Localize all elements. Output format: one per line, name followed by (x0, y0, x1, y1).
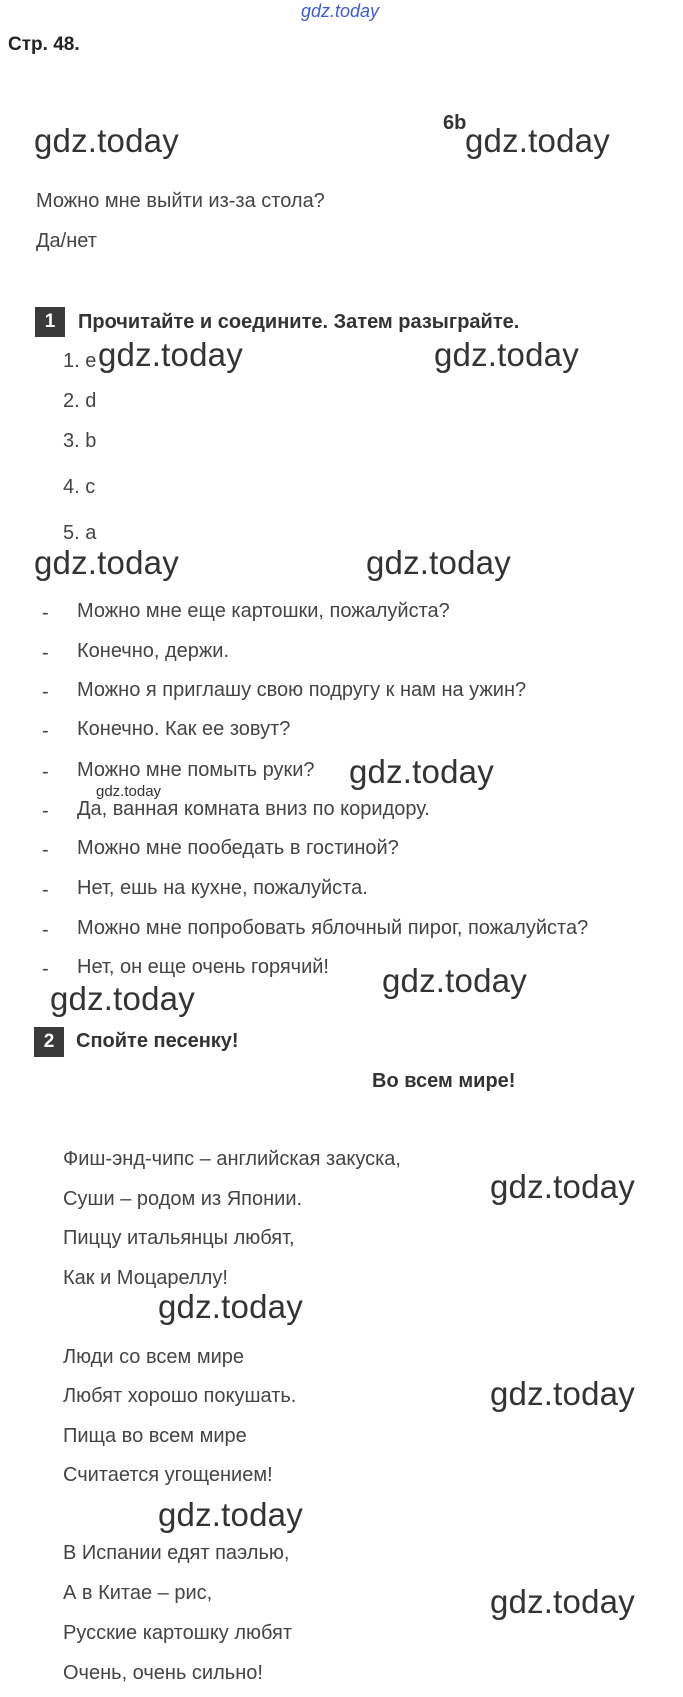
dialogue-dash: - (42, 958, 49, 980)
song-line: Как и Моцареллу! (63, 1267, 228, 1289)
song-line: В Испании едят паэлью, (63, 1542, 290, 1564)
song-line: Фиш-энд-чипс – английская закуска, (63, 1148, 401, 1170)
song-line: Суши – родом из Японии. (63, 1188, 303, 1210)
answer-item: 2. d (63, 390, 97, 412)
dialogue-dash: - (42, 642, 49, 664)
dialogue-dash: - (42, 681, 49, 703)
dialogue-line: Можно я приглашу свою подругу к нам на ужин? (77, 679, 527, 701)
answer-item: 1. e (63, 350, 97, 372)
dialogue-dash: - (42, 919, 49, 941)
dialogue-line: Конечно. Как ее зовут? (77, 718, 291, 740)
watermark: gdz.today (349, 753, 494, 790)
dialogue-line: Нет, он еще очень горячий! (77, 956, 329, 978)
watermark: gdz.today (50, 980, 195, 1017)
watermark: gdz.today (366, 544, 511, 581)
answer-item: 5. a (63, 522, 97, 544)
dialogue-dash: - (42, 720, 49, 742)
dialogue-dash: - (42, 839, 49, 861)
watermark-top: gdz.today (301, 1, 380, 21)
task-2-number: 2 (34, 1027, 64, 1057)
page-label: Стр. 48. (8, 34, 80, 55)
dialogue-dash: - (42, 602, 49, 624)
watermark: gdz.today (434, 336, 579, 373)
dialogue-dash: - (42, 761, 49, 783)
watermark: gdz.today (34, 544, 179, 581)
watermark: gdz.today (490, 1375, 635, 1412)
watermark: gdz.today (490, 1583, 635, 1620)
answer-item: 4. c (63, 476, 96, 498)
song-line: Очень, очень сильно! (63, 1662, 263, 1684)
dialogue-line: Нет, ешь на кухне, пожалуйста. (77, 877, 368, 899)
watermark: gdz.today (382, 962, 527, 999)
song-line: Пиццу итальянцы любят, (63, 1227, 295, 1249)
dialogue-line: Можно мне еще картошки, пожалуйста? (77, 600, 450, 622)
watermark: gdz.today (158, 1496, 303, 1533)
watermark: gdz.today (490, 1168, 635, 1205)
song-line: А в Китае – рис, (63, 1582, 213, 1604)
watermark: gdz.today (465, 122, 610, 159)
task-1-title: Прочитайте и соедините. Затем разыграйте. (78, 311, 520, 333)
watermark: gdz.today (98, 336, 243, 373)
intro-answer: Да/нет (36, 230, 97, 252)
dialogue-line: Можно мне пообедать в гостиной? (77, 837, 399, 859)
dialogue-line: Можно мне попробовать яблочный пирог, пожалуйста? (77, 917, 589, 939)
song-line: Пища во всем мире (63, 1425, 247, 1447)
song-title: Во всем мире! (372, 1070, 516, 1092)
song-line: Люди со всем мире (63, 1346, 244, 1368)
lesson-number: 6b (443, 112, 467, 134)
answer-item: 3. b (63, 430, 97, 452)
intro-title: Можно мне выйти из-за стола? (36, 190, 325, 212)
dialogue-dash: - (42, 879, 49, 901)
dialogue-line: Можно мне помыть руки? (77, 759, 315, 781)
dialogue-dash: - (42, 800, 49, 822)
song-line: Русские картошку любят (63, 1622, 293, 1644)
song-line: Считается угощением! (63, 1464, 273, 1486)
dialogue-line: Да, ванная комната вниз по коридору. (77, 798, 430, 820)
watermark-small: gdz.today (96, 783, 162, 800)
task-2-title: Спойте песенку! (76, 1030, 239, 1052)
task-1-number: 1 (35, 307, 65, 337)
watermark: gdz.today (158, 1288, 303, 1325)
watermark: gdz.today (34, 122, 179, 159)
dialogue-line: Конечно, держи. (77, 640, 230, 662)
song-line: Любят хорошо покушать. (63, 1385, 297, 1407)
